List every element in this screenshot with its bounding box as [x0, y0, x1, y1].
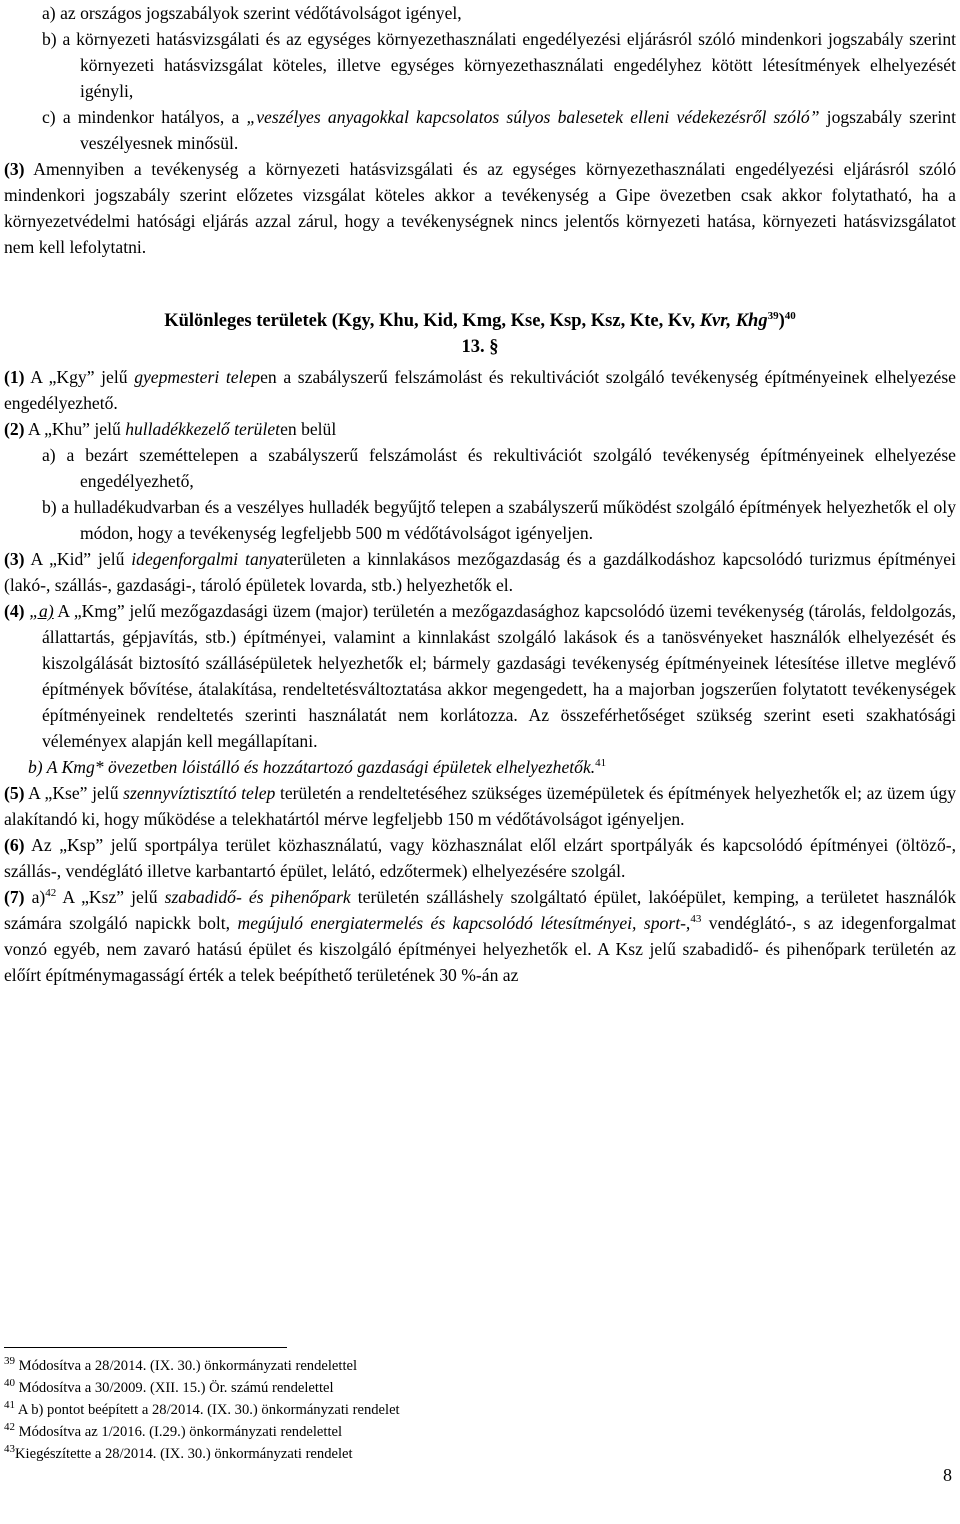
footnote: $^{40}$ Módosítva a 30/2009. (XII. 15.) Ör. számú rendelettel — [4, 1377, 334, 1396]
paragraph-k6: (6) Az „Ksp” jelű sportpálya terület közhasználatú, vagy közhasználat elől elzárt sportpályák és kapcsolódó építményei (öltöző-, szállás-, vendéglátó illetve karbantartó épület, lelátó, edzőtermek) elhelyezésére szolgál. — [4, 835, 956, 881]
paragraph-k7: (7) a)$^{42}$ A „Ksz” jelű szabadidő- és pihenőpark területén szálláshely szolgáltató épület, lakóépület, kemping, a területet használók számára szolgáló napickk bolt, megújuló energiatermelés és kapcsolódó létesítményei, sport-,$^{43}$ vendéglátó-, s az idegenforgalmat vonzó egyéb, nem zavaró hatású épület és kiszolgáló építményei helyezhetők el. A Ksz jelű szabadidő- és pihenőpark területén az előírt építménymagasságí érték a telek beépíthető területének 30 %-án az — [4, 887, 957, 985]
footnote-ref-43: 43 — [690, 913, 702, 926]
footnote-ref-40: 40 — [784, 309, 796, 322]
footnote: $^{41}$ A b) pontot beépített a 28/2014. (IX. 30.) önkormányzati rendelet — [4, 1399, 400, 1418]
list-item-k2-b: b) a hulladékudvarban és a veszélyes hulladék begyűjtő telepen a szabályszerű működést szolgáló építmények helyezhetők el oly módon, hogy a tevékenység legfeljebb 500 m védőtávolságot igényeljen. — [42, 497, 956, 543]
footnote: $^{43}$Kiegészítette a 28/2014. (IX. 30.) önkormányzati rendelet — [4, 1443, 353, 1462]
list-item-k2-a: a) a bezárt szeméttelepen a szabályszerű felszámolást és rekultivációt szolgáló tevékenység építményeinek elhelyezése engedélyezhető, — [42, 445, 956, 491]
list-item-c: c) a mindenkor hatályos, a „veszélyes anyagokkal kapcsolatos súlyos balesetek elleni védekezésről szóló” jogszabály szerint veszélyesnek minősül. — [42, 107, 956, 153]
page-number: 8 — [943, 1465, 952, 1485]
footnote-ref-42: 42 — [45, 887, 57, 900]
footnotes — [4, 1355, 944, 1465]
paragraph-k5: (5) A „Kse” jelű szennyvíztisztító telep területén a rendeltetéséhez szükséges üzemépületek és építmények helyezhetők el; az üzem úgy alakítandó ki, hogy működése a telekhatártól mérve legfeljebb 150 m védőtávolságot igényeljen. — [4, 783, 957, 829]
list-item-b: b) a környezeti hatásvizsgálati és az egységes környezethasználati engedélyezési eljárásról szóló mindenkori jogszabály szerint környezeti hatásvizsgálat köteles, illetve egységes környezethasználati engedélyhez kötött létesítmények elhelyezését igényli, — [42, 29, 956, 101]
footnote-separator — [4, 1347, 287, 1348]
paragraph-k3: (3) A „Kid” jelű idegenforgalmi tanyaterületen a kinnlakásos mezőgazdaság és a gazdálkodáshoz kapcsolódó turizmus építményei (lakó-, szállás-, gazdasági-, tároló épületek lovarda, stb.) helyezhetők el. — [4, 549, 957, 595]
body-text — [4, 0, 956, 988]
footnote: $^{42}$ Módosítva az 1/2016. (I.29.) önkormányzati rendelettel — [4, 1421, 343, 1440]
footnote-ref-39: 39 — [767, 309, 779, 322]
italic-title: „veszélyes anyagokkal kapcsolatos súlyos balesetek elleni védekezésről szóló” — [246, 107, 820, 127]
footnote-ref-41: 41 — [595, 757, 607, 770]
paragraph-k2: (2) A „Khu” jelű hulladékkezelő területen belül — [4, 419, 337, 439]
paragraph-k1: (1) A „Kgy” jelű gyepmesteri telepen a szabályszerű felszámolást és rekultivációt szolgáló tevékenység építményeinek elhelyezése engedélyezhető. — [4, 367, 956, 413]
list-item-a: a) az országos jogszabályok szerint védőtávolságot igényel, — [42, 3, 462, 23]
section-number: 13. § — [461, 337, 499, 357]
paragraph-3: (3) Amennyiben a tevékenység a környezeti hatásvizsgálati és az egységes környezethasználati engedélyezési eljárásról szóló mindenkori jogszabály szerint előzetes vizsgálat köteles akkor a tevékenység a Gipe övezetben csak akkor folytatható, ha a környezetvédelmi hatósági eljárás azzal zárul, hogy a tevékenységnek nincs jelentős környezeti hatása, környezeti hatásvizsgálatot nem kell lefolytatni. — [4, 159, 956, 257]
section-heading: Különleges területek (Kgy, Khu, Kid, Kmg, Kse, Ksp, Ksz, Kte, Kv, Kvr, Khg$^{39}$)$^{40}$ — [164, 309, 796, 331]
paragraph-k4: (4) „a) A „Kmg” jelű mezőgazdasági üzem (major) területén a mezőgazdasághoz kapcsolódó üzemi tevékenység (tárolás, feldolgozás, állattartás, gépjavítás, stb.) építményei, valamint a kinnlakást szolgáló lakások és a tanösvényeket használók elhelyezését és kiszolgálását biztosító szállásépületek helyezhetők el; bármely gazdasági tevékenység építményeinek létesítése illetve meglévő építmények bővítése, átalakítása, rendeltetésváltoztatása akkor megengedett, ha a majorban jogszerűen folytatott tevékenységek építményeinek rendeltetés szerinti használatát nem korlátozza. Az összeférhetőséget szükség szerint eseti szakhatósági véleményex alapján kell megállapítani. — [4, 601, 956, 751]
footnote: $^{39}$ Módosítva a 28/2014. (IX. 30.) önkormányzati rendelettel — [4, 1355, 358, 1374]
paragraph-k4-b: b) A Kmg* övezetben lóistálló és hozzátartozó gazdasági épületek elhelyezhetők.$^{41}$ — [28, 757, 607, 777]
